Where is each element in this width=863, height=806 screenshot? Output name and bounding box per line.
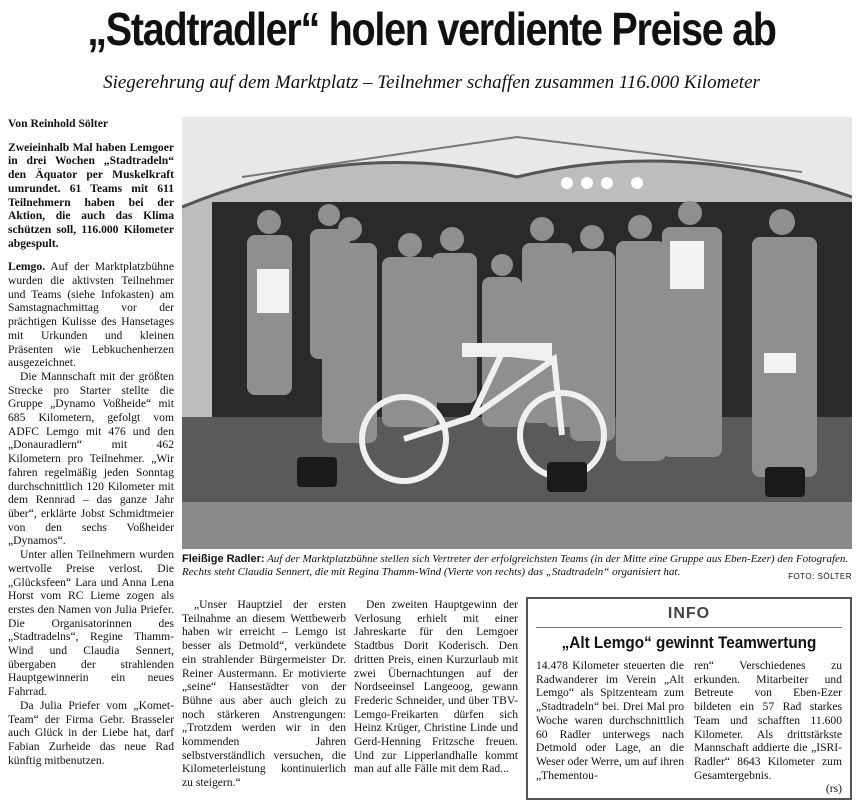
dateline: Lemgo. (8, 260, 46, 274)
caption-text: Auf der Marktplatzbühne stellen sich Vertreter der erfolgreichsten Teams (in der Mitte eine Gruppe aus Eben-Ezer) den Fotografen. Rechts steht Claudia Sennert, die mit Regina Thamm-Wind (Vierte von rechts) das „Stadtradeln“ organisiert hat. (182, 553, 849, 578)
photo-caption (182, 553, 852, 583)
column-middle-left (182, 598, 346, 790)
column-middle-right (354, 598, 518, 776)
info-right-column: ren“ Verschiedenes zu erkunden. Mitarbeiter und Betreute von Eben-Ezer bildeten ein 57 Rad starkes Team und schafften 11.600 Kilometer. Als drittstärkste Mannschaft addierte die „ISRI-Radler“ 8643 Kilometer zum Gesamtergebnis. (rs) (694, 659, 842, 796)
info-divider (536, 627, 842, 628)
stage-photo (182, 117, 852, 549)
paragraph: Lemgo. Auf der Marktplatzbühne wurden die aktivsten Teilnehmer und Teams (siehe Infokasten) am Samstagnachmittag vor der prächtigen Kulisse des Hansetages mit Urkunden und kleinen Präsenten wie Lebkuchenherzen ausgezeichnet. (8, 260, 174, 370)
info-signature: (rs) (825, 782, 842, 796)
subheadline: Siegerehrung auf dem Marktplatz – Teilnehmer schaffen zusammen 116.000 Kilometer (103, 72, 760, 93)
paragraph: Da Julia Priefer vom „Komet-Team“ der Firma Gebr. Brasseler auch Glück in der Liebe hat, darf Fabian Zurheide das neue Rad künftig mitbenutzen. (8, 698, 174, 767)
info-body (536, 659, 842, 796)
lead-paragraph: Zweieinhalb Mal haben Lemgoer in drei Wochen „Stadtradeln“ den Äquator per Muskelkraft umrundet. 61 Teams mit 611 Teilnehmern haben bei der Aktion, die auch das Klima schützen soll, 116.000 Kilometer abgespult. (8, 140, 174, 250)
info-label: INFO (667, 605, 711, 622)
paragraph: Die Mannschaft mit der größten Strecke pro Starter stellte die Gruppe „Dynamo Voßheide“ mit 685 Kilometern, gefolgt vom ADFC Lemgo mit 476 und den „Donauradlern“ mit 462 Kilometern pro Teilnehmer. „Wir fahren regelmäßig jeden Sonntag durchschnittlich 120 Kilometer mit dem Rennrad – das ganze Jahr über“, erklärte Jobst Schmidtmeier von den sechs Voßheider „Dynamos“. (8, 369, 174, 548)
caption-title: Fleißige Radler: (182, 553, 265, 565)
info-title: „Alt Lemgo“ gewinnt Teamwertung (561, 633, 817, 652)
paragraph: Unter allen Teilnehmern wurden wertvolle Preise verlost. Die „Glücksfeen“ Lara und Anna Lena Horst vom RC Lieme zogen als erstes den Namen von Julia Priefer. Die Organisatorinnen des „Stadtradelns“, Regine Thamm-Wind und Claudia Sennert, übergaben der strahlenden Hauptgewinnerin ein neues Fahrrad. (8, 548, 174, 699)
info-box (526, 597, 852, 800)
paragraph: Den zweiten Hauptgewinn der Verlosung erhielt mit einer Jahreskarte für den Lemgoer Stadtbus Dorit Koderisch. Den dritten Preis, einen Kurzurlaub mit zwei Übernachtungen auf der Nordseeinsel Langeoog, gewann Frederic Schneider, und über TBV-Lemgo-Freikarten dürfen sich Heinz Krüger, Christine Linde und Gerd-Henning Fritzsche freuen. Und zur Lipperlandhalle kommt man auf alle Fälle mit dem Rad... (354, 598, 518, 776)
info-left-column: 14.478 Kilometer steuerten die Radwanderer im Verein „Alt Lemgo“ als Spitzenteam zum „Stadtradeln“ bei. Drei Mal pro Woche waren durchschnittlich 60 Radler unterwegs nach Detmold oder Lage, an die Weser oder Werre, um auf ihren „Thementou- (536, 659, 684, 782)
paragraph: „Unser Hauptziel der ersten Teilnahme an diesem Wettbewerb haben wir erreicht – Lemgo ist besser als Detmold“, verkündete ein strahlender Bürgermeister Dr. Reiner Austermann. Er motivierte „seine“ Hansestädter von der Bühne aus aber auch gleich zu noch stärkeren Anstrengungen: „Trotzdem werden wir in den kommenden Jahren selbstverständlich versuchen, die Kilometerleistung kontinuierlich zu steigern.“ (182, 598, 346, 790)
column-left (8, 117, 174, 767)
photo-credit: FOTO: SÖLTER (788, 572, 852, 581)
byline: Von Reinhold Sölter (8, 117, 109, 130)
headline: „Stadtradler“ holen verdiente Preise ab (87, 3, 776, 55)
photo-illustration (182, 117, 852, 549)
